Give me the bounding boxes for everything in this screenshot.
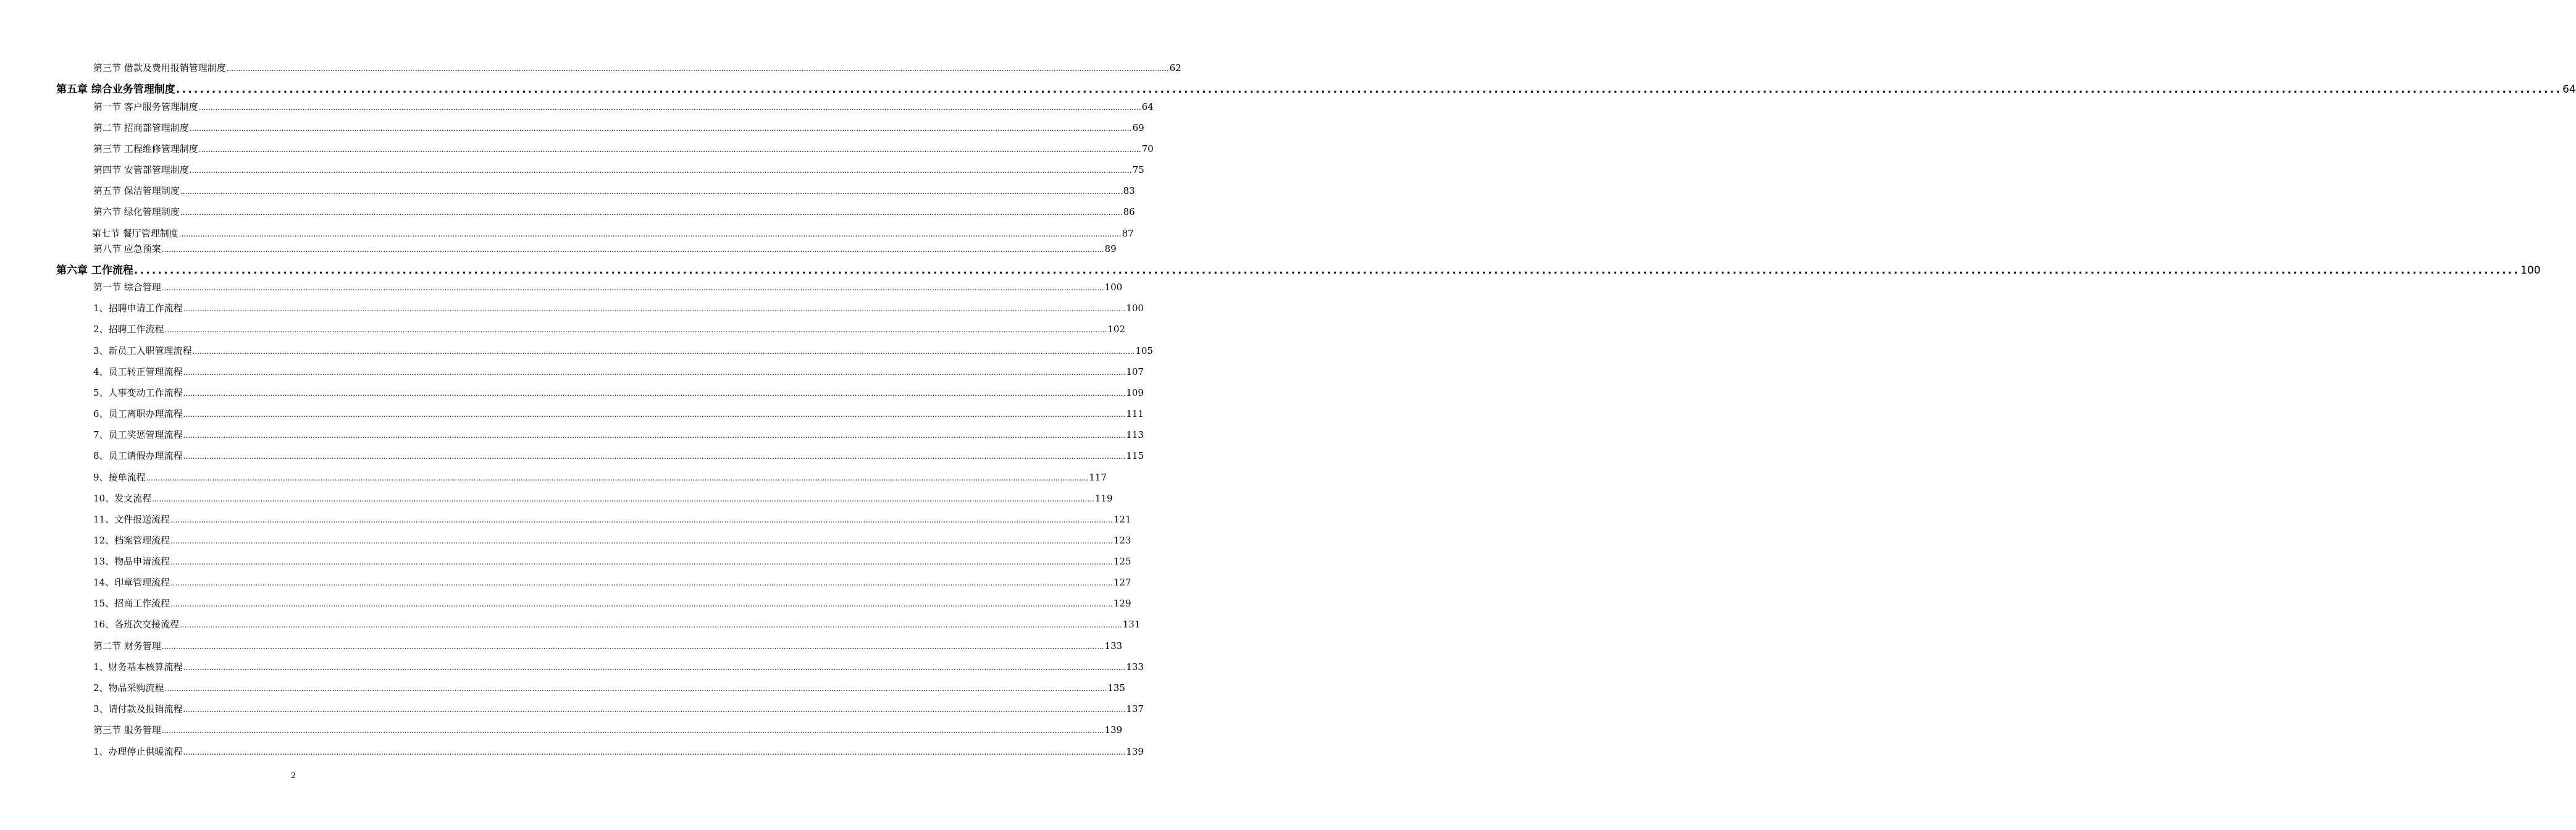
- toc-entry-label: 第五节 保洁管理制度: [93, 185, 180, 196]
- toc-section-entry[interactable]: [93, 492, 1113, 505]
- toc-section-entry[interactable]: [93, 534, 1131, 547]
- toc-entry-label: 8、员工请假办理流程: [93, 450, 183, 461]
- toc-entry-page: 133: [1126, 661, 1144, 673]
- toc-entry-label: 第三节 服务管理: [93, 724, 161, 736]
- toc-section-entry[interactable]: [93, 142, 1154, 155]
- toc-entry-page: 70: [1141, 143, 1154, 154]
- toc-entry-label: 13、物品申请流程: [93, 556, 170, 567]
- toc-dot-leader: ................................................................................................................................................................................................................................................................................................................................................................................................................: [161, 283, 1104, 292]
- toc-dot-leader: ................................................................................................................................................................................................................................................................................................................................................................................................................: [189, 124, 1132, 133]
- toc-entry-label: 第六节 绿化管理制度: [93, 206, 180, 217]
- toc-entry-label: 第三节 借款及费用报销管理制度: [93, 62, 226, 73]
- toc-entry-page: 115: [1126, 450, 1144, 461]
- toc-dot-leader: ................................................................................................................................................................................................................................................................................................................................................................................................................: [161, 726, 1104, 735]
- toc-dot-leader: ................................................................................................................................................................................................................................................................................................................................................................................................................: [183, 705, 1126, 714]
- toc-entry-label: 3、请付款及报销流程: [93, 703, 183, 715]
- toc-section-entry[interactable]: [93, 597, 1131, 610]
- toc-entry-label: 16、各班次交接流程: [93, 619, 180, 630]
- toc-entry-page: 75: [1132, 164, 1144, 175]
- toc-entry-page: 89: [1104, 243, 1117, 254]
- toc-entry-label: 15、招商工作流程: [93, 598, 170, 609]
- toc-dot-leader: ................................................................................................................................................................................................................................................................................................................................................................................................................: [183, 389, 1126, 398]
- toc-section-entry[interactable]: [93, 163, 1144, 176]
- toc-entry-page: 64: [2562, 83, 2576, 96]
- toc-section-entry[interactable]: [93, 745, 1144, 758]
- toc-entry-page: 111: [1126, 408, 1144, 419]
- toc-dot-leader: ................................................................................................................................................................................................................................................................................................................................................................................................................: [170, 579, 1113, 587]
- toc-section-entry[interactable]: [93, 555, 1131, 568]
- toc-entry-label: 7、员工奖惩管理流程: [93, 429, 183, 440]
- toc-section-entry[interactable]: [93, 61, 1181, 74]
- toc-dot-leader: ................................................................................................................................................................................................................................................................................................................................................................................................................: [178, 230, 1122, 238]
- toc-entry-label: 第二节 财务管理: [93, 640, 161, 652]
- toc-entry-page: 137: [1126, 703, 1144, 715]
- toc-entry-page: 100: [2520, 264, 2541, 277]
- toc-section-entry[interactable]: [93, 100, 1154, 113]
- toc-dot-leader: ................................................................................................................................................................................................................................................................................................................................................................................................................: [161, 642, 1104, 651]
- toc-entry-page: 69: [1132, 122, 1144, 133]
- toc-dot-leader: ................................................................................................................................................................................................................................................................................................................................................................................................................: [133, 264, 2520, 277]
- toc-entry-label: 12、档案管理流程: [93, 535, 170, 546]
- toc-chapter-entry[interactable]: [56, 261, 2541, 277]
- toc-entry-page: 129: [1113, 598, 1131, 609]
- toc-dot-leader: ................................................................................................................................................................................................................................................................................................................................................................................................................: [226, 64, 1169, 73]
- toc-entry-page: 131: [1122, 619, 1141, 630]
- toc-entry-page: 107: [1126, 366, 1144, 377]
- toc-entry-label: 6、员工离职办理流程: [93, 408, 183, 419]
- toc-entry-label: 4、员工转正管理流程: [93, 366, 183, 377]
- toc-section-entry[interactable]: [93, 660, 1144, 673]
- toc-section-entry[interactable]: [93, 639, 1123, 652]
- toc-section-entry[interactable]: [93, 702, 1144, 715]
- toc-entry-label: 第一节 客户服务管理制度: [93, 101, 198, 112]
- toc-section-entry[interactable]: [93, 449, 1144, 462]
- toc-section-entry[interactable]: [93, 205, 1135, 218]
- toc-entry-label: 第二节 招商部管理制度: [93, 122, 189, 133]
- toc-section-entry[interactable]: [93, 513, 1131, 526]
- toc-section-entry[interactable]: [93, 407, 1144, 420]
- toc-dot-leader: ................................................................................................................................................................................................................................................................................................................................................................................................................: [183, 368, 1126, 377]
- toc-entry-label: 第六章 工作流程: [56, 264, 133, 277]
- toc-entry-label: 第七节 餐厅管理制度: [92, 228, 178, 239]
- toc-entry-label: 第三节 工程维修管理制度: [93, 143, 198, 154]
- toc-entry-label: 5、人事变动工作流程: [93, 387, 183, 398]
- toc-dot-leader: ................................................................................................................................................................................................................................................................................................................................................................................................................: [192, 347, 1135, 356]
- toc-entry-page: 127: [1113, 577, 1131, 588]
- toc-entry-page: 119: [1094, 493, 1113, 504]
- toc-dot-leader: ................................................................................................................................................................................................................................................................................................................................................................................................................: [161, 245, 1104, 254]
- toc-entry-label: 11、文件报送流程: [93, 514, 170, 525]
- toc-entry-page: 62: [1169, 62, 1181, 73]
- toc-entry-label: 1、办理停止供暖流程: [93, 746, 183, 757]
- toc-entry-page: 83: [1123, 185, 1135, 196]
- toc-entry-label: 2、物品采购流程: [93, 682, 164, 694]
- toc-entry-page: 133: [1104, 640, 1123, 652]
- toc-dot-leader: ................................................................................................................................................................................................................................................................................................................................................................................................................: [198, 103, 1141, 112]
- toc-entry-page: 125: [1113, 556, 1131, 567]
- toc-dot-leader: ................................................................................................................................................................................................................................................................................................................................................................................................................: [183, 431, 1126, 440]
- toc-entry-page: 123: [1113, 535, 1131, 546]
- toc-section-entry[interactable]: [93, 576, 1131, 589]
- toc-dot-leader: ................................................................................................................................................................................................................................................................................................................................................................................................................: [170, 558, 1113, 566]
- toc-dot-leader: ................................................................................................................................................................................................................................................................................................................................................................................................................: [152, 495, 1094, 503]
- toc-entry-label: 3、新员工入职管理流程: [93, 345, 192, 356]
- toc-dot-leader: ................................................................................................................................................................................................................................................................................................................................................................................................................: [180, 208, 1123, 217]
- toc-section-entry[interactable]: [93, 280, 1123, 293]
- toc-entry-label: 14、印章管理流程: [93, 577, 170, 588]
- toc-entry-label: 第八节 应急预案: [93, 243, 161, 254]
- toc-entry-label: 1、财务基本核算流程: [93, 661, 183, 673]
- toc-section-entry[interactable]: [93, 242, 1117, 255]
- toc-entry-page: 139: [1104, 724, 1123, 736]
- toc-entry-page: 139: [1126, 746, 1144, 757]
- toc-entry-page: 64: [1141, 101, 1154, 112]
- toc-dot-leader: ................................................................................................................................................................................................................................................................................................................................................................................................................: [180, 621, 1122, 629]
- toc-entry-label: 第五章 综合业务管理制度: [56, 83, 175, 96]
- toc-entry-label: 第一节 综合管理: [93, 282, 161, 293]
- toc-chapter-entry[interactable]: [56, 80, 2576, 96]
- toc-dot-leader: ................................................................................................................................................................................................................................................................................................................................................................................................................: [183, 663, 1126, 672]
- toc-entry-label: 1、招聘申请工作流程: [93, 303, 183, 314]
- toc-dot-leader: ................................................................................................................................................................................................................................................................................................................................................................................................................: [164, 684, 1107, 693]
- toc-section-entry[interactable]: [93, 681, 1125, 694]
- toc-section-entry[interactable]: [93, 723, 1123, 736]
- toc-section-entry[interactable]: [92, 227, 1134, 240]
- toc-entry-label: 9、接单流程: [93, 472, 146, 483]
- toc-entry-page: 117: [1089, 472, 1107, 483]
- toc-dot-leader: ................................................................................................................................................................................................................................................................................................................................................................................................................: [183, 304, 1126, 313]
- toc-entry-page: 100: [1104, 282, 1123, 293]
- toc-entry-page: 102: [1107, 324, 1125, 335]
- toc-entry-page: 87: [1122, 228, 1134, 239]
- toc-entry-label: 10、发文流程: [93, 493, 152, 504]
- toc-dot-leader: ................................................................................................................................................................................................................................................................................................................................................................................................................: [183, 748, 1126, 757]
- toc-section-entry[interactable]: [93, 184, 1135, 197]
- toc-entry-page: 121: [1113, 514, 1131, 525]
- toc-entry-label: 2、招聘工作流程: [93, 324, 164, 335]
- toc-section-entry[interactable]: [93, 121, 1144, 134]
- toc-section-entry[interactable]: [93, 365, 1144, 378]
- toc-dot-leader: ................................................................................................................................................................................................................................................................................................................................................................................................................: [198, 145, 1141, 154]
- toc-section-entry[interactable]: [93, 386, 1144, 399]
- toc-dot-leader: ................................................................................................................................................................................................................................................................................................................................................................................................................: [170, 537, 1113, 545]
- toc-dot-leader: ................................................................................................................................................................................................................................................................................................................................................................................................................: [146, 474, 1089, 482]
- toc-section-entry[interactable]: [93, 618, 1141, 631]
- toc-dot-leader: ................................................................................................................................................................................................................................................................................................................................................................................................................: [189, 166, 1132, 175]
- toc-entry-page: 109: [1126, 387, 1144, 398]
- toc-entry-page: 100: [1126, 303, 1144, 314]
- toc-dot-leader: ................................................................................................................................................................................................................................................................................................................................................................................................................: [183, 452, 1126, 461]
- toc-dot-leader: ................................................................................................................................................................................................................................................................................................................................................................................................................: [175, 83, 2562, 96]
- toc-entry-page: 135: [1107, 682, 1125, 694]
- toc-dot-leader: ................................................................................................................................................................................................................................................................................................................................................................................................................: [183, 410, 1126, 419]
- toc-section-entry[interactable]: [93, 428, 1144, 441]
- toc-dot-leader: ................................................................................................................................................................................................................................................................................................................................................................................................................: [170, 600, 1113, 608]
- page-number: 2: [290, 771, 296, 781]
- toc-section-entry[interactable]: [93, 301, 1144, 314]
- toc-entry-label: 第四节 安管部管理制度: [93, 164, 189, 175]
- toc-section-entry[interactable]: [93, 322, 1125, 335]
- toc-dot-leader: ................................................................................................................................................................................................................................................................................................................................................................................................................: [170, 516, 1113, 524]
- toc-entry-page: 86: [1123, 206, 1135, 217]
- toc-entry-page: 113: [1126, 429, 1144, 440]
- toc-entry-page: 105: [1135, 345, 1153, 356]
- toc-section-entry[interactable]: [93, 344, 1153, 357]
- toc-dot-leader: ................................................................................................................................................................................................................................................................................................................................................................................................................: [180, 187, 1123, 196]
- toc-section-entry[interactable]: [93, 471, 1107, 484]
- toc-dot-leader: ................................................................................................................................................................................................................................................................................................................................................................................................................: [164, 325, 1107, 334]
